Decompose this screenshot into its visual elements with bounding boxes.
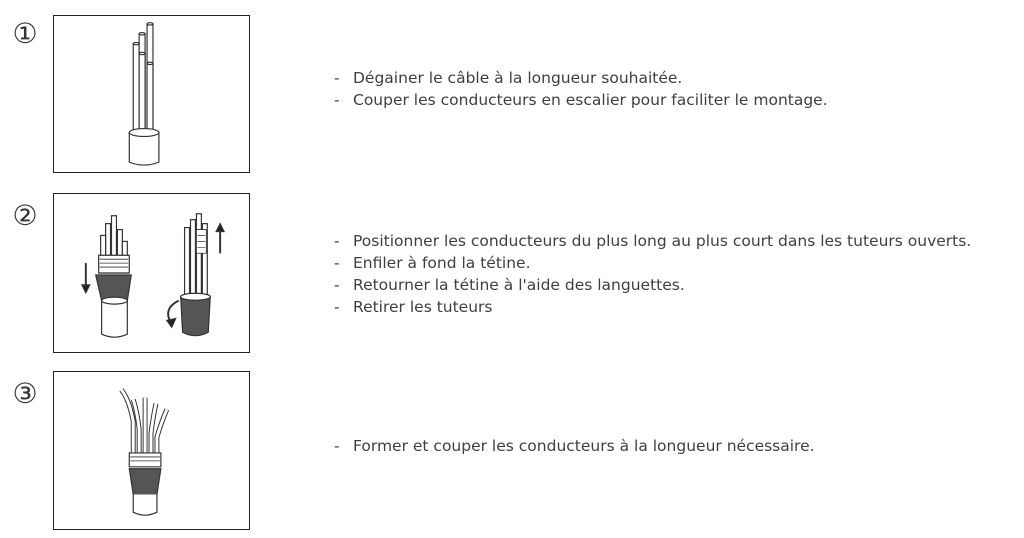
instruction-item	[334, 435, 815, 457]
step-2-instructions	[334, 230, 971, 318]
instruction-item	[334, 230, 971, 252]
bullet-dash: -	[334, 91, 340, 109]
step-3-illustration	[53, 371, 250, 530]
cap-installation-icon	[54, 194, 249, 352]
instruction-text: Retourner la tétine à l'aide des languettes.	[353, 276, 685, 294]
instruction-item	[334, 89, 828, 111]
instruction-text: Retirer les tuteurs	[353, 298, 493, 316]
instruction-text: Dégainer le câble à la longueur souhaitée.	[353, 69, 683, 87]
instruction-text: Former et couper les conducteurs à la longueur nécessaire.	[353, 437, 815, 455]
instruction-item	[334, 252, 971, 274]
bullet-dash: -	[334, 69, 340, 87]
instruction-text: Enfiler à fond la tétine.	[353, 254, 531, 272]
bullet-dash: -	[334, 298, 340, 316]
step-1-illustration	[53, 15, 250, 173]
step-2-illustration	[53, 193, 250, 353]
instruction-item	[334, 296, 971, 318]
bullet-dash: -	[334, 232, 340, 250]
instruction-text: Positionner les conducteurs du plus long au plus court dans les tuteurs ouverts.	[353, 232, 972, 250]
instruction-item	[334, 274, 971, 296]
step-number: ③	[12, 377, 38, 410]
step-3-instructions	[334, 435, 815, 457]
bullet-dash: -	[334, 437, 340, 455]
stripped-cable-icon	[54, 16, 249, 172]
step-number: ②	[12, 199, 38, 232]
formed-conductors-icon	[54, 372, 249, 529]
step-number: ①	[12, 17, 38, 50]
instruction-item	[334, 67, 828, 89]
instruction-text: Couper les conducteurs en escalier pour faciliter le montage.	[353, 91, 828, 109]
bullet-dash: -	[334, 276, 340, 294]
step-1-instructions	[334, 67, 828, 111]
bullet-dash: -	[334, 254, 340, 272]
